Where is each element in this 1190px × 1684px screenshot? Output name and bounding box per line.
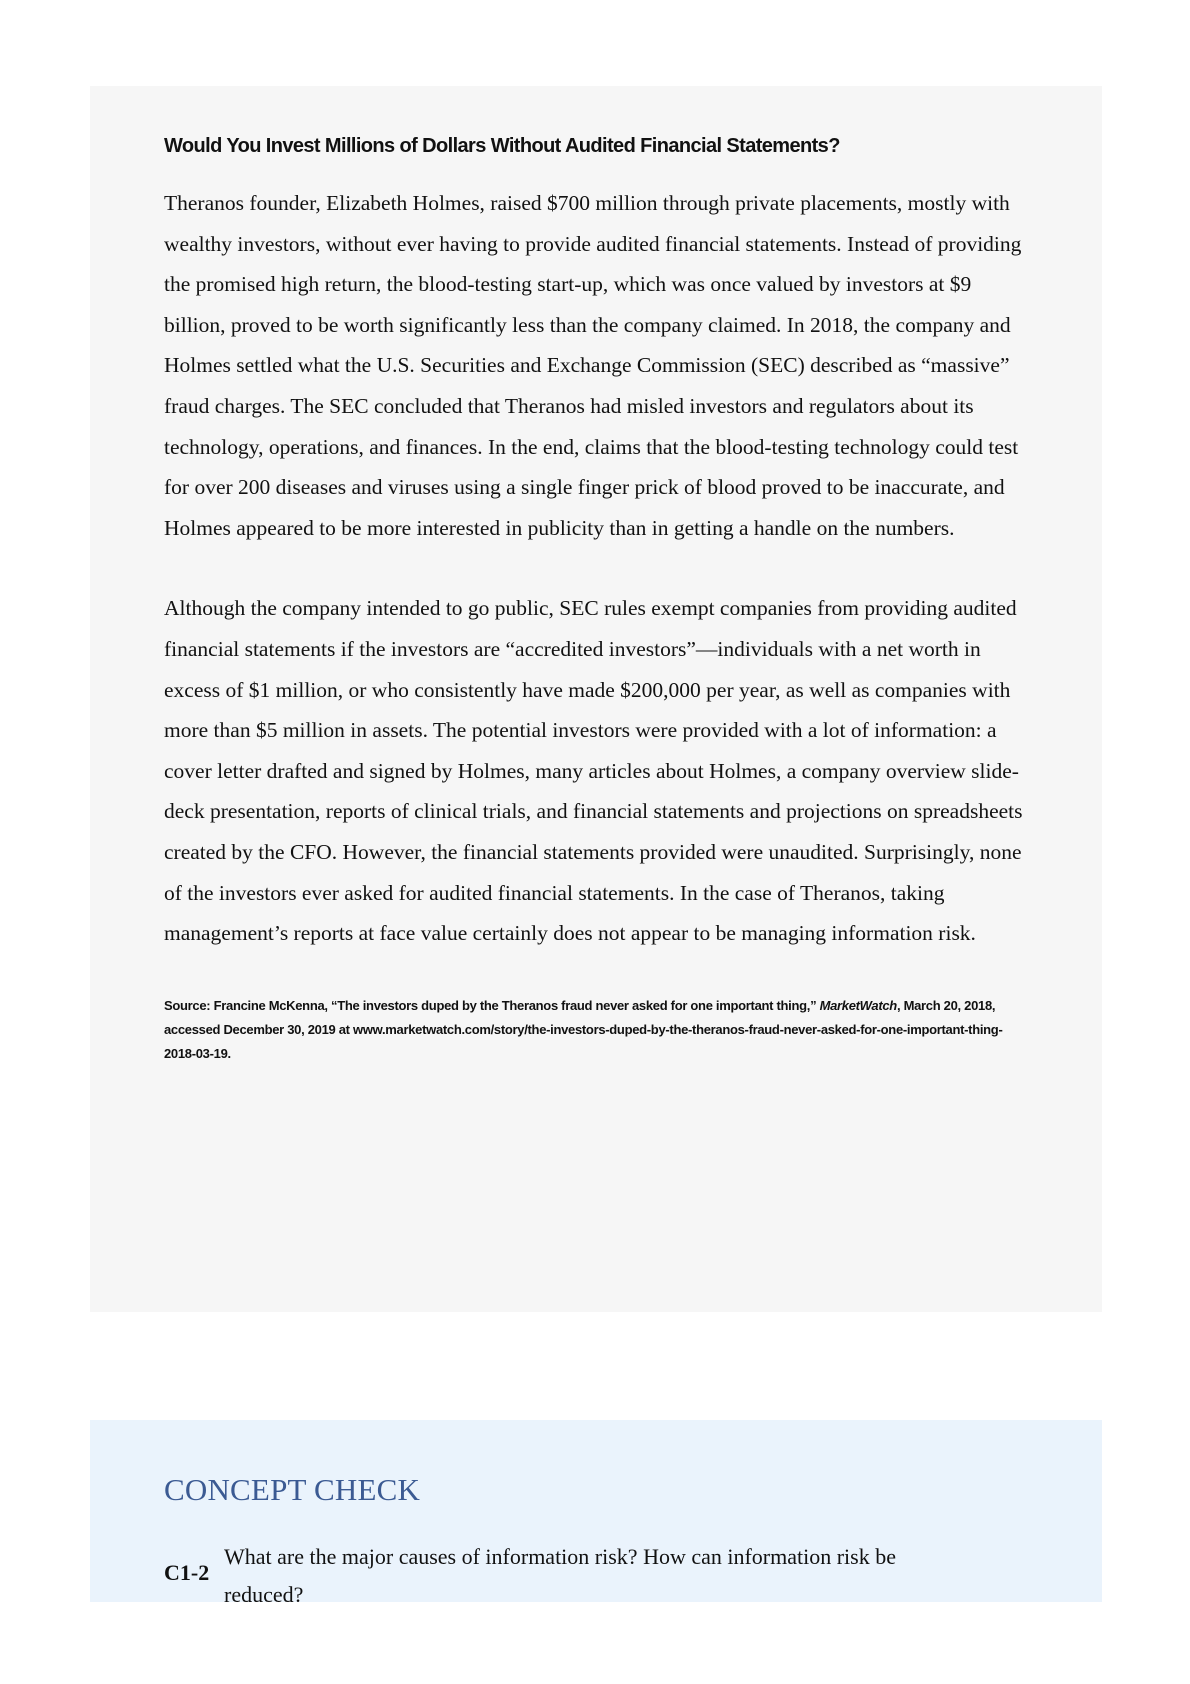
feature-title: Would You Invest Millions of Dollars Without Audited Financial Statements? [164,135,840,157]
concept-check-box [90,1420,1102,1607]
question-number: C1-2 [164,1560,210,1585]
feature-paragraph-1: Theranos founder, Elizabeth Holmes, raised $700 million through private placements, mostly with wealthy investors, without ever having to provide audited financial statements. Instead of providing the promised high return, the blood-testing start-up, which was once valued by investors at $9 billion, proved to be worth significantly less than the company claimed. In 2018, the company and Holmes settled what the U.S. Securities and Exchange Commission (SEC) described as “massive” fraud charges. The SEC concluded that Theranos had misled investors and regulators about its technology, operations, and finances. In the end, claims that the blood-testing technology could test for over 200 diseases and viruses using a single finger prick of blood proved to be inaccurate, and Holmes appeared to be more interested in publicity than in getting a handle on the numbers. [164,191,1022,540]
source-suffix: , March 20, 2018, accessed December 30, 2019 at www.marketwatch.com/story/the-investors-duped-by-the-theranos-fraud-never-asked-for-one-important-thing-2018-03-19. [164,997,1003,1061]
feature-box [90,86,1102,1312]
source-publication: MarketWatch [819,997,897,1013]
question-text: What are the major causes of information risk? How can information risk be reduced? [224,1544,896,1607]
concept-check-heading: CONCEPT CHECK [164,1472,421,1507]
source-citation [164,994,1032,1066]
feature-paragraph-2: Although the company intended to go public, SEC rules exempt companies from providing audited financial statements if the investors are “accredited investors”—individuals with a net worth in excess of $1 million, or who consistently have made $200,000 per year, as well as companies with more than $5 million in assets. The potential investors were provided with a lot of information: a cover letter drafted and signed by Holmes, many articles about Holmes, a company overview slide-deck presentation, reports of clinical trials, and financial statements and projections on spreadsheets created by the CFO. However, the financial statements provided were unaudited. Surprisingly, none of the investors ever asked for audited financial statements. In the case of Theranos, taking management’s reports at face value certainly does not appear to be managing information risk. [164,596,1023,946]
source-prefix: Source: Francine McKenna, “The investors duped by the Theranos fraud never asked for one important thing,” [164,997,820,1013]
